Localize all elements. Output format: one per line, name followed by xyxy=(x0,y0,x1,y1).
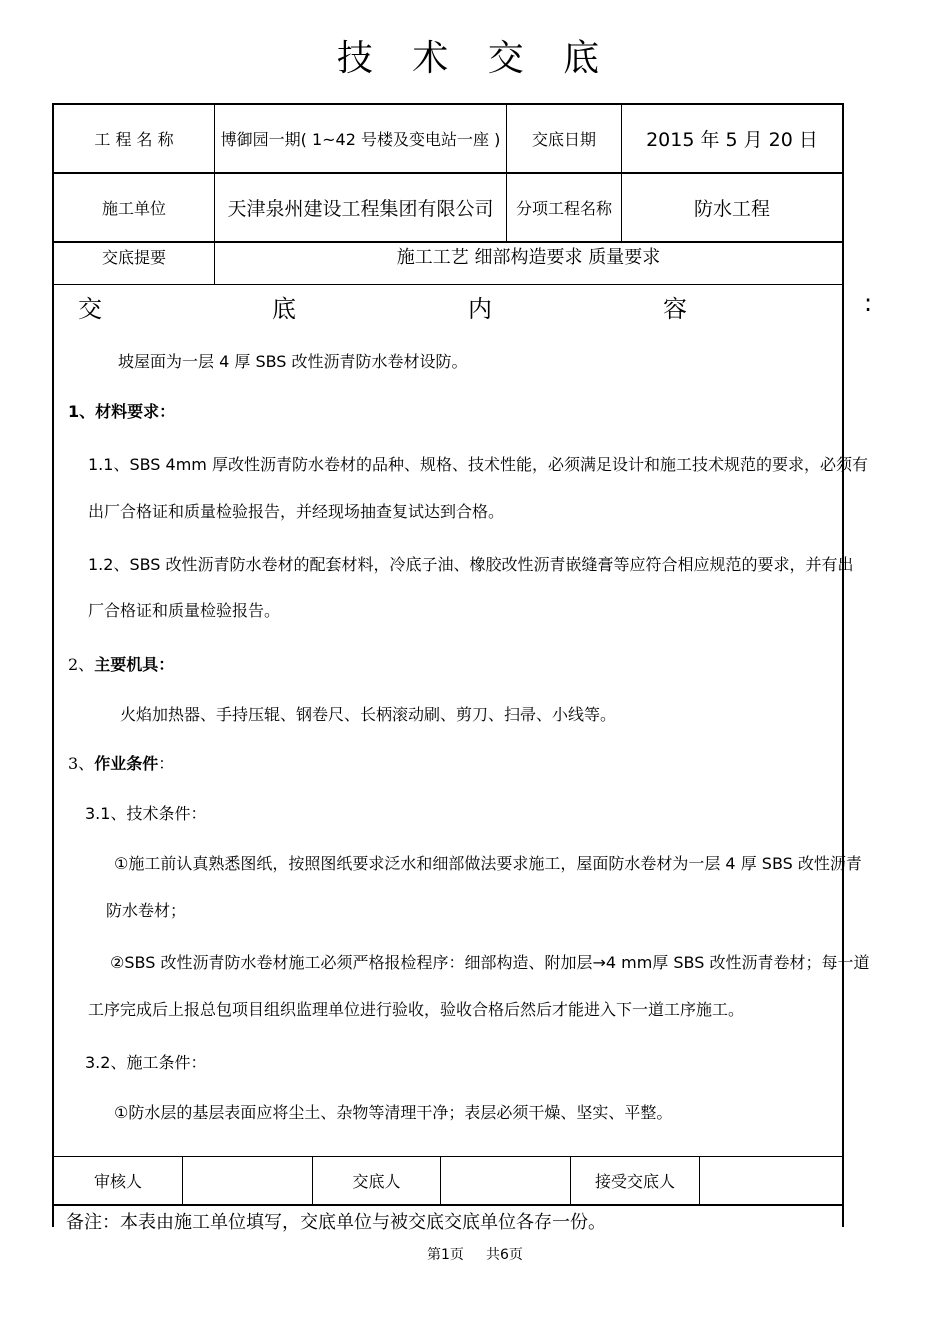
table-border-right xyxy=(842,103,844,1227)
intro-paragraph: 坡屋面为一层 4 厚 SBS 改性沥青防水卷材设防。 xyxy=(118,352,468,371)
content-heading-char-3: 内 xyxy=(468,295,492,323)
reviewer-label: 审核人 xyxy=(93,1172,142,1191)
section-3-number: 3、 xyxy=(68,754,95,773)
disclosure-date-value: 2015 年 5 月 20 日 xyxy=(646,129,818,151)
reviewer-field[interactable] xyxy=(183,1157,312,1204)
row-divider-3 xyxy=(52,284,844,285)
item-1-1-line-1: 1.1、SBS 4mm 厚改性沥青防水卷材的品种、规格、技术性能，必须满足设计和施工技术规范的要求，必须有 xyxy=(88,455,868,474)
item-3-2-a: ①防水层的基层表面应将尘土、杂物等清理干净；表层必须干燥、坚实、平整。 xyxy=(114,1103,673,1122)
remarks-note: 备注：本表由施工单位填写，交底单位与被交底交底单位各存一份。 xyxy=(66,1212,606,1233)
subsection-3-1-title: 3.1、技术条件： xyxy=(85,804,207,823)
section-2-label: 主要机具： xyxy=(94,655,175,674)
document-title: 技 术 交 底 xyxy=(336,38,614,79)
section-3-label: 作业条件 xyxy=(94,754,159,773)
tools-list: 火焰加热器、手持压辊、钢卷尺、长柄滚动刷、剪刀、扫帚、小线等。 xyxy=(120,705,617,724)
section-1-title: 1、材料要求： xyxy=(68,402,176,421)
page-total: 共6页 xyxy=(486,1247,523,1263)
signature-row-bottom xyxy=(52,1204,844,1206)
section-2-title xyxy=(68,652,174,675)
sub-project-value: 防水工程 xyxy=(693,198,770,220)
page-number: 第1页 xyxy=(427,1247,464,1263)
content-heading-char-2: 底 xyxy=(272,295,296,323)
item-3-1-a-line-2: 防水卷材； xyxy=(106,901,187,920)
item-3-1-b-line-2: 工序完成后上报总包项目组织监理单位进行验收，验收合格后然后才能进入下一道工序施工。 xyxy=(88,1000,745,1019)
receiver-label: 接受交底人 xyxy=(594,1172,675,1191)
content-heading-char-5: : xyxy=(864,289,873,317)
section-3-title xyxy=(68,751,174,774)
section-3-colon: ： xyxy=(158,754,175,773)
item-1-1-line-2: 出厂合格证和质量检验报告，并经现场抽查复试达到合格。 xyxy=(88,502,505,521)
construction-unit-value: 天津泉州建设工程集团有限公司 xyxy=(227,198,494,220)
discloser-label: 交底人 xyxy=(352,1172,401,1191)
sub-project-label: 分项工程名称 xyxy=(515,199,612,218)
item-3-1-b-line-1: ②SBS 改性沥青防水卷材施工必须严格报检程序：细部构造、附加层→4 mm厚 SBS 改性沥青卷材；每一道 xyxy=(110,953,870,972)
discloser-field[interactable] xyxy=(441,1157,570,1204)
content-heading-char-4: 容 xyxy=(663,295,687,323)
content-heading-char-1: 交 xyxy=(78,295,102,323)
receiver-field[interactable] xyxy=(700,1157,842,1204)
project-name-value: 博御园一期( 1~42 号楼及变电站一座 ) xyxy=(220,130,501,149)
project-name-label: 工 程 名 称 xyxy=(94,130,174,149)
section-2-number: 2、 xyxy=(68,655,95,674)
disclosure-date-label: 交底日期 xyxy=(531,130,596,149)
construction-unit-label: 施工单位 xyxy=(101,199,166,218)
summary-label: 交底提要 xyxy=(101,247,166,267)
item-1-2-line-2: 厂合格证和质量检验报告。 xyxy=(88,601,281,620)
item-1-2-line-1: 1.2、SBS 改性沥青防水卷材的配套材料，冷底子油、橡胶改性沥青嵌缝膏等应符合相应规范的要求，并有出 xyxy=(88,555,854,574)
subsection-3-2-title: 3.2、施工条件： xyxy=(85,1053,207,1072)
table-border-left xyxy=(52,103,54,1227)
summary-value: 施工工艺 细部构造要求 质量要求 xyxy=(396,247,661,268)
item-3-1-a-line-1: ①施工前认真熟悉图纸，按照图纸要求泛水和细部做法要求施工，屋面防水卷材为一层 4 厚 SBS 改性沥青 xyxy=(114,854,862,873)
